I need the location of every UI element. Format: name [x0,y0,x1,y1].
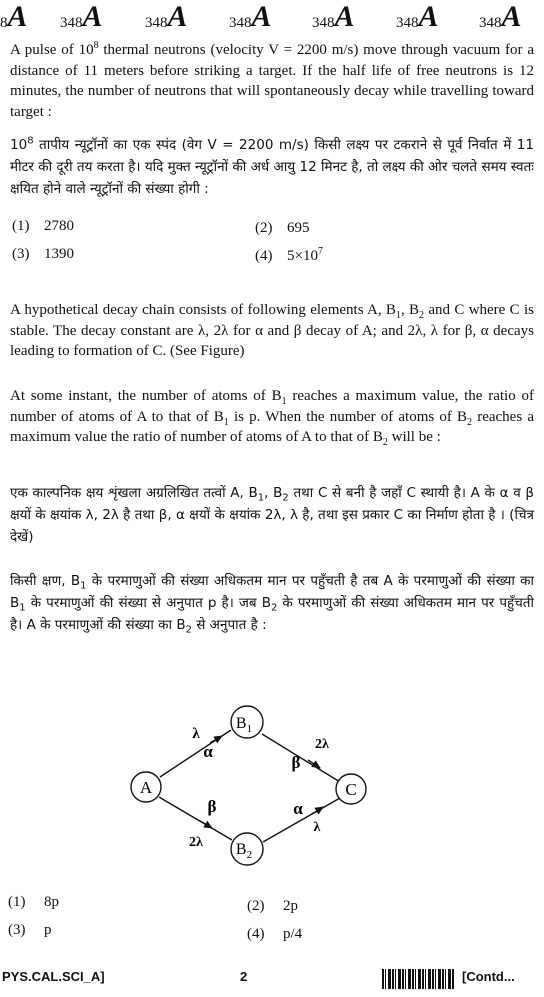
arrowhead [312,807,323,814]
header-code: 348A [145,0,188,33]
page-number: 2 [240,969,248,984]
q1-option-3[interactable]: (3) 1390 [12,246,74,262]
node-b1-label: $B_1$ [235,715,253,735]
ab1-type-label: α [203,742,213,761]
q2-hindi-para1: एक काल्पनिक क्षय शृंखला अग्रलिखित तत्वों A, $B_1$, $B_2$ तथा C से बनी है जहाँ C स्थायी है। A के α व β क्षयों के क्षयांक λ, 2λ है तथा β, α क्षयों के क्षयांक 2λ, λ है, तथा इस प्रकार C का निर्माण होता है । (चित्र देखें) [10,485,534,545]
q2-english-para2: At some instant, the number of atoms of $B_1$ reaches a maximum value, the ratio of number of atoms of A to that of $B_1$ is p. When the number of atoms of $B_2$ reaches a maximum value the ratio of number of atoms of A to that of $B_2$ will be : [10,388,534,448]
header-code: 348A [229,0,272,33]
q1-hindi: $10^8$ तापीय न्यूट्रॉनों का एक स्पंद (वेग V = 2200 m/s) किसी लक्ष्य पर टकराने से पूर्व निर्वात में 11 मीटर की दूरी तय करता है। यदि मुक्त न्यूट्रॉनों की अर्ध आयु 12 मिनट है, तो लक्ष्य की ओर चलते समय स्वतः क्षयित होने वाले न्यूट्रॉनों की संख्या होगी : [10,135,534,197]
ab1-rate-label: λ [192,726,200,742]
node-c-label: C [345,780,357,799]
page-header [0,0,544,34]
b1c-rate-label: 2λ [315,737,329,752]
q2-english-para1: A hypothetical decay chain consists of following elements A, $B_1$, $B_2$ and C where C is stable. The decay constant are λ, 2λ for α and β decay of A; and 2λ, λ for β, α decays leading to formation of C. (See Figure) [10,302,534,359]
header-code: 8A [0,0,28,33]
q2-option-1[interactable]: (1) 8p [8,894,59,910]
header-code: 348A [312,0,355,33]
decay-chain-diagram [0,690,544,880]
barcode-image [382,969,454,989]
q2-option-3[interactable]: (3) p [8,922,52,938]
node-b2-label: $B_2$ [235,841,253,861]
page-footer [0,965,544,993]
q2-hindi-para2: किसी क्षण, $B_1$ के परमाणुओं की संख्या अधिकतम मान पर पहुँचती है तब A के परमाणुओं की संख्या का $B_1$ के परमाणुओं की संख्या से अनुपात p है। जब $B_2$ के परमाणुओं की संख्या अधिकतम मान पर पहुँचती है। A के परमाणुओं की संख्या का $B_2$ से अनुपात है : [10,573,535,636]
arrow-a-b2 [159,797,232,840]
q1-english: A pulse of $10^8$ thermal neutrons (velocity V = 2200 m/s) move through vacuum for a distance of 11 meters before striking a target. If the half life of free neutrons is 12 minutes, the number of neutrons that will spontaneously decay while travelling toward target : [10,40,534,120]
b1c-type-label: β [291,753,301,772]
q2-option-4[interactable]: (4) p/4 [247,926,303,942]
q1-option-4[interactable]: (4) $5\times 10^7$ [255,246,323,264]
b2c-rate-label: λ [313,820,321,835]
continued-label: [Contd... [462,969,515,984]
q1-option-1[interactable]: (1) 2780 [12,218,74,234]
header-code: 348A [479,0,522,33]
q1-option-2[interactable]: (2) 695 [255,220,310,236]
arrowhead [200,821,212,828]
header-code: 348A [396,0,439,33]
ab2-type-label: β [207,797,217,816]
b2c-type-label: α [293,799,303,818]
node-a-label: A [139,778,153,797]
paper-code: PYS.CAL.SCI_A] [2,969,105,984]
header-code: 348A [60,0,103,33]
q2-option-2[interactable]: (2) 2p [247,898,298,914]
ab2-rate-label: 2λ [189,835,203,850]
